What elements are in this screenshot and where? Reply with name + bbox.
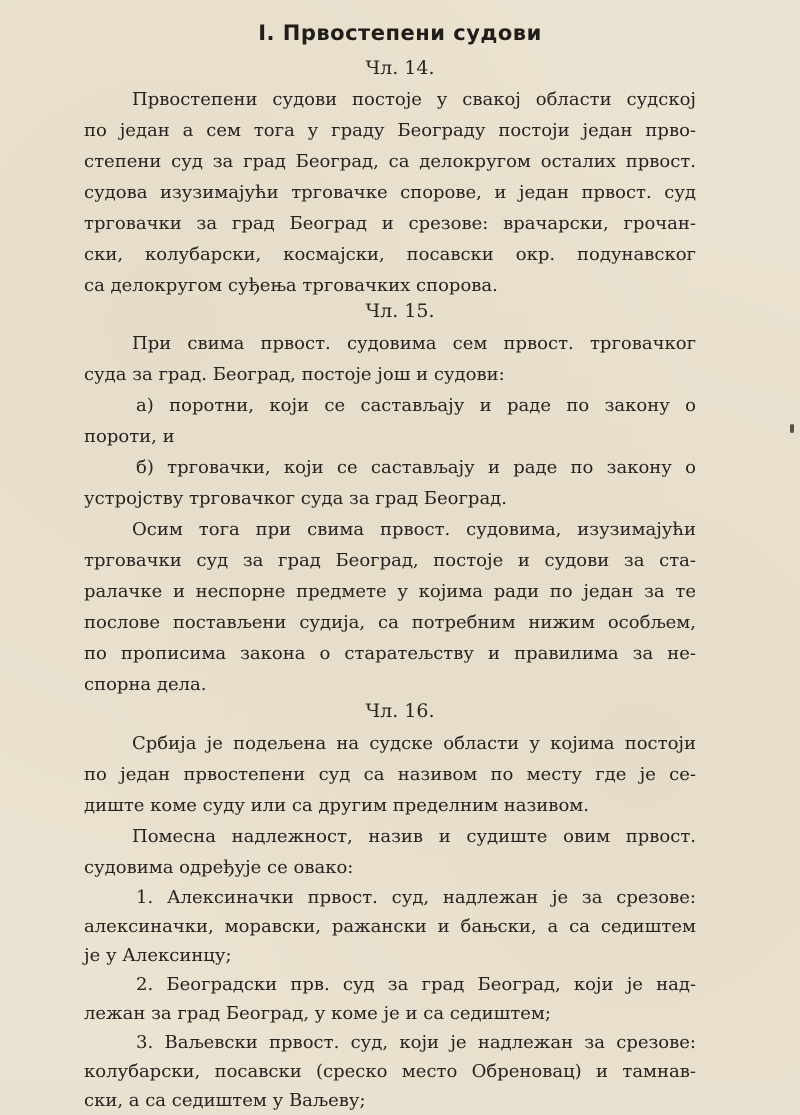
margin-mark <box>790 424 794 433</box>
text-line: Србија је подељена на судске области у којима постоји <box>132 733 696 754</box>
text-line: ски, колубарски, космајски, посавски окр. подунавског <box>84 244 696 265</box>
text-line: 1. Алексиначки првост. суд, надлежан је за срезове: <box>136 887 696 908</box>
text-line: суда за град. Београд, постоје још и судови: <box>84 364 505 385</box>
text-line: лежан за град Београд, у коме је и са седиштем; <box>84 1003 551 1024</box>
text-line: спорна дела. <box>84 674 207 695</box>
text-line: Помесна надлежност, назив и судиште овим првост. <box>132 826 696 847</box>
text-line: б) трговачки, који се састављају и раде по закону о <box>136 457 696 478</box>
article-heading-15: Чл. 15. <box>365 300 435 322</box>
text-line: При свима првост. судовима сем првост. трговачког <box>132 333 696 354</box>
text-line: судова изузимајући трговачке спорове, и један првост. суд <box>84 182 696 203</box>
text-line: алексиначки, моравски, ражански и бањски, а са седиштем <box>84 916 696 937</box>
text-line: степени суд за град Београд, са делокругом осталих првост. <box>84 151 696 172</box>
text-line: колубарски, посавски (среско место Обреновац) и тамнав- <box>84 1061 696 1082</box>
text-line: са делокругом суђења трговачких спорова. <box>84 275 498 296</box>
text-line: 3. Ваљевски првост. суд, који је надлежан за срезове: <box>136 1032 696 1053</box>
text-line: ски, а са седиштем у Ваљеву; <box>84 1090 366 1111</box>
text-line: по прописима закона о старатељству и правилима за не- <box>84 643 696 664</box>
section-title: I. Првостепени судови <box>258 21 542 45</box>
article-heading-14: Чл. 14. <box>365 57 435 79</box>
text-line: пороти, и <box>84 426 175 447</box>
text-line: по један првостепени суд са називом по месту где је се- <box>84 764 696 785</box>
text-line: трговачки за град Београд и срезове: врачарски, грочан- <box>84 213 696 234</box>
text-line: диште коме суду или са другим пределним називом. <box>84 795 590 816</box>
text-line: Осим тога при свима првост. судовима, изузимајући <box>132 519 696 540</box>
text-line: је у Алексинцу; <box>84 945 232 966</box>
text-line: судовима одређује се овако: <box>84 857 354 878</box>
article-heading-16: Чл. 16. <box>365 700 435 722</box>
text-line: трговачки суд за град Београд, постоје и судови за ста- <box>84 550 696 571</box>
text-line: 2. Београдски прв. суд за град Београд, који је над- <box>136 974 696 995</box>
text-line: Првостепени судови постоје у свакој области судској <box>132 89 696 110</box>
text-line: ралачке и неспорне предмете у којима ради по један за те <box>84 581 696 602</box>
text-line: устројству трговачког суда за град Београд. <box>84 488 507 509</box>
text-line: по један а сем тога у граду Београду постоји један прво- <box>84 120 696 141</box>
text-line: послове постављени судија, са потребним нижим особљем, <box>84 612 696 633</box>
text-line: а) поротни, који се састављају и раде по закону о <box>136 395 696 416</box>
